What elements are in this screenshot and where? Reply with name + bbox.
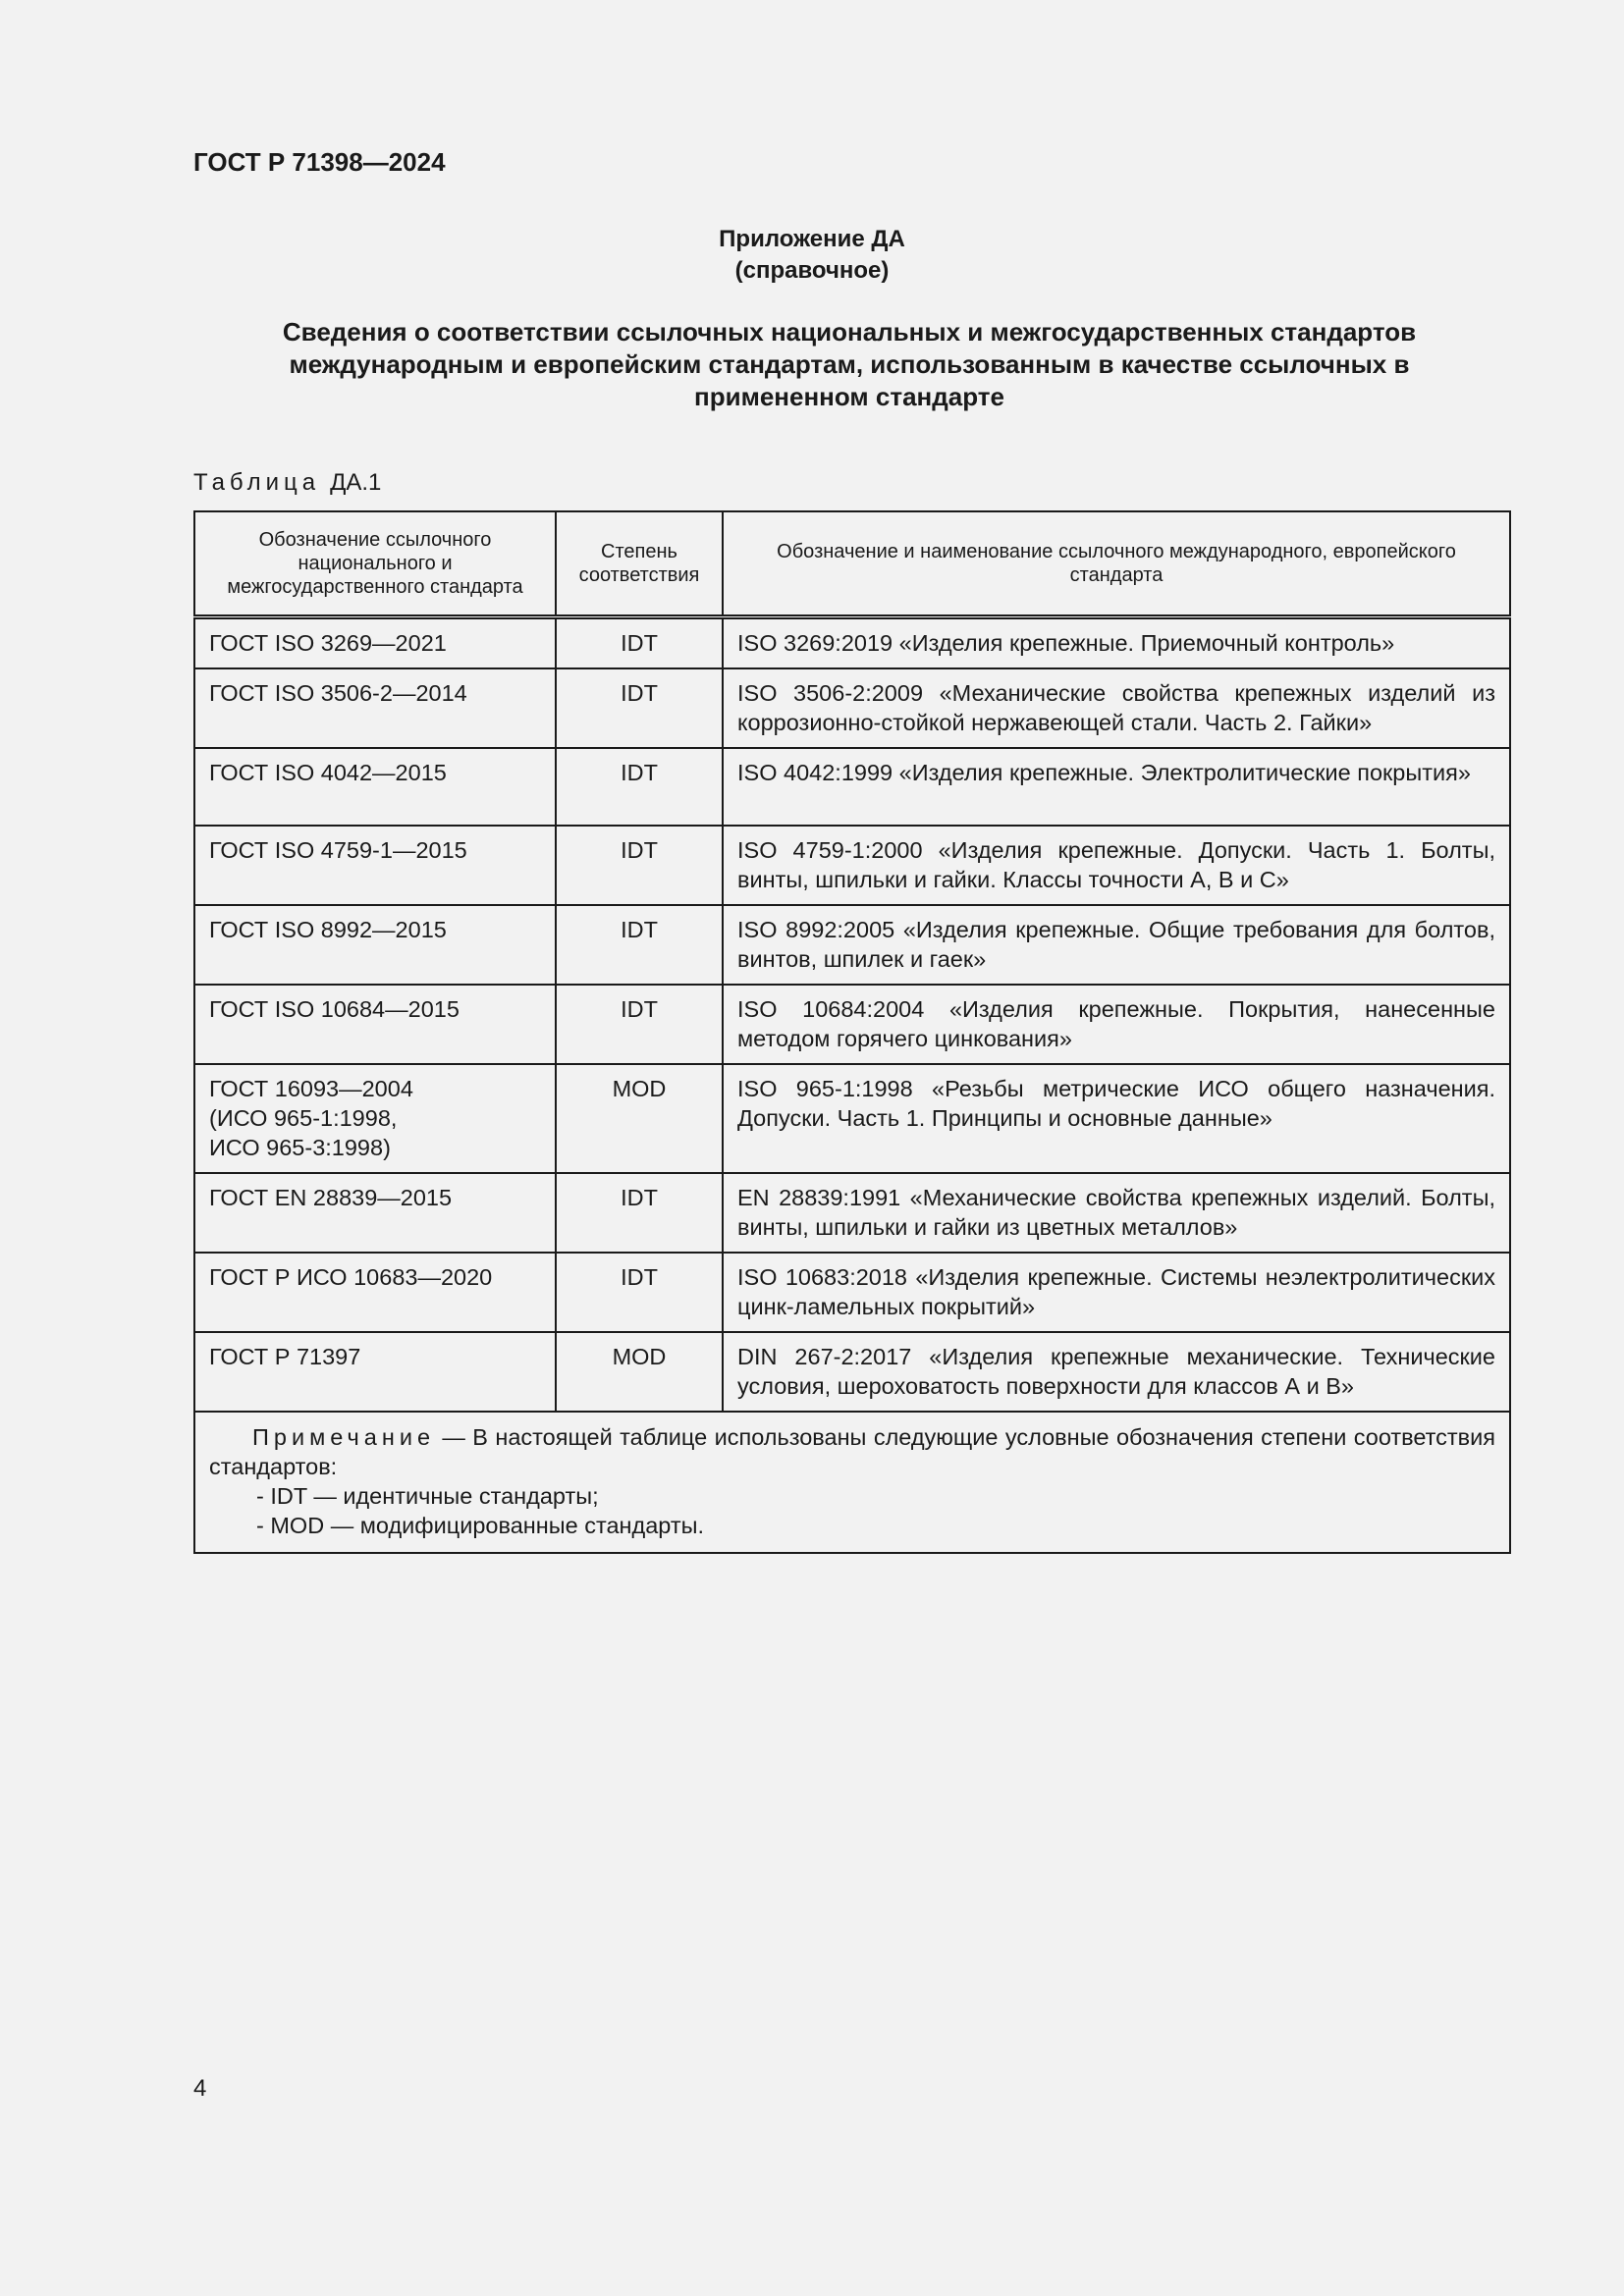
table-row (194, 1253, 1510, 1332)
document-id: ГОСТ Р 71398—2024 (193, 147, 446, 177)
table-note (194, 1412, 1510, 1553)
international-standard-cell: ISO 3506-2:2009 «Механические свойства крепежных изделий из коррозионно-стойкой нержавеющей стали. Часть 2. Гайки» (723, 668, 1510, 748)
table-row (194, 1332, 1510, 1412)
note-paragraph (209, 1422, 1495, 1481)
national-standard-cell: ГОСТ ISO 4759-1—2015 (194, 826, 556, 905)
international-standard-cell: ISO 10684:2004 «Изделия крепежные. Покрытия, нанесенные методом горячего цинкования» (723, 985, 1510, 1064)
degree-cell: IDT (556, 668, 723, 748)
table-row (194, 617, 1510, 669)
table-caption-label: Таблица (193, 469, 321, 496)
appendix-title: Приложение ДА (719, 226, 905, 252)
national-standard-cell: ГОСТ ISO 3269—2021 (194, 617, 556, 669)
national-standard-cell (194, 1064, 556, 1173)
table-row (194, 826, 1510, 905)
national-standard-cell: ГОСТ ISO 3506-2—2014 (194, 668, 556, 748)
national-standard-cell: ГОСТ Р ИСО 10683—2020 (194, 1253, 556, 1332)
international-standard-cell: DIN 267-2:2017 «Изделия крепежные механические. Технические условия, шероховатость поверхности для классов А и В» (723, 1332, 1510, 1412)
note-label: Примечание (252, 1424, 436, 1450)
table-row (194, 1173, 1510, 1253)
international-standard-cell: ISO 4759-1:2000 «Изделия крепежные. Допуски. Часть 1. Болты, винты, шпильки и гайки. Классы точности А, В и С» (723, 826, 1510, 905)
international-standard-cell: ISO 4042:1999 «Изделия крепежные. Электролитические покрытия» (723, 748, 1510, 826)
header-national-standard: Обозначение ссылочного национального и межгосударственного стандарта (194, 511, 556, 617)
table-row (194, 905, 1510, 985)
national-standard-cell: ГОСТ ISO 8992—2015 (194, 905, 556, 985)
national-standard-cell: ГОСТ Р 71397 (194, 1332, 556, 1412)
degree-cell: IDT (556, 1253, 723, 1332)
international-standard-cell: ISO 10683:2018 «Изделия крепежные. Системы неэлектролитических цинк-ламельных покрытий» (723, 1253, 1510, 1332)
table-row (194, 985, 1510, 1064)
page-number: 4 (193, 2075, 207, 2102)
header-degree: Степень соответствия (556, 511, 723, 617)
degree-cell: IDT (556, 1173, 723, 1253)
national-standard-line: ГОСТ 16093—2004 (209, 1076, 413, 1101)
table-row (194, 668, 1510, 748)
table-header-row (194, 511, 1510, 617)
national-standard-cell: ГОСТ ISO 4042—2015 (194, 748, 556, 826)
degree-cell: MOD (556, 1064, 723, 1173)
appendix-heading (0, 224, 1624, 287)
table-caption (193, 469, 381, 497)
international-standard-cell: EN 28839:1991 «Механические свойства крепежных изделий. Болты, винты, шпильки и гайки из цветных металлов» (723, 1173, 1510, 1253)
degree-cell: IDT (556, 617, 723, 669)
note-list-item: - MOD — модифицированные стандарты. (256, 1513, 705, 1538)
national-standard-line: ИСО 965-3:1998) (209, 1135, 391, 1160)
note-text: — В настоящей таблице использованы следующие условные обозначения степени соответствия стандартов: (209, 1424, 1495, 1479)
degree-cell: IDT (556, 905, 723, 985)
degree-cell: IDT (556, 985, 723, 1064)
table-row (194, 1064, 1510, 1173)
degree-cell: MOD (556, 1332, 723, 1412)
national-standard-line: (ИСО 965-1:1998, (209, 1105, 398, 1131)
international-standard-cell: ISO 965-1:1998 «Резьбы метрические ИСО общего назначения. Допуски. Часть 1. Принципы и основные данные» (723, 1064, 1510, 1173)
header-international-standard: Обозначение и наименование ссылочного международного, европейского стандарта (723, 511, 1510, 617)
degree-cell: IDT (556, 826, 723, 905)
international-standard-cell: ISO 3269:2019 «Изделия крепежные. Приемочный контроль» (723, 617, 1510, 669)
international-standard-cell: ISO 8992:2005 «Изделия крепежные. Общие требования для болтов, винтов, шпилек и гаек» (723, 905, 1510, 985)
appendix-subtitle: (справочное) (734, 257, 890, 284)
degree-cell: IDT (556, 748, 723, 826)
national-standard-cell: ГОСТ ISO 10684—2015 (194, 985, 556, 1064)
table-caption-number: ДА.1 (330, 469, 382, 496)
standards-table (193, 510, 1511, 1554)
table-row (194, 748, 1510, 826)
national-standard-cell: ГОСТ EN 28839—2015 (194, 1173, 556, 1253)
table-note-row (194, 1412, 1510, 1553)
section-title: Сведения о соответствии ссылочных национальных и межгосударственных стандартов международным и европейским стандартам, использованным в качестве ссылочных в примененном стандарте (282, 317, 1417, 411)
note-list-item: - IDT — идентичные стандарты; (256, 1483, 599, 1509)
